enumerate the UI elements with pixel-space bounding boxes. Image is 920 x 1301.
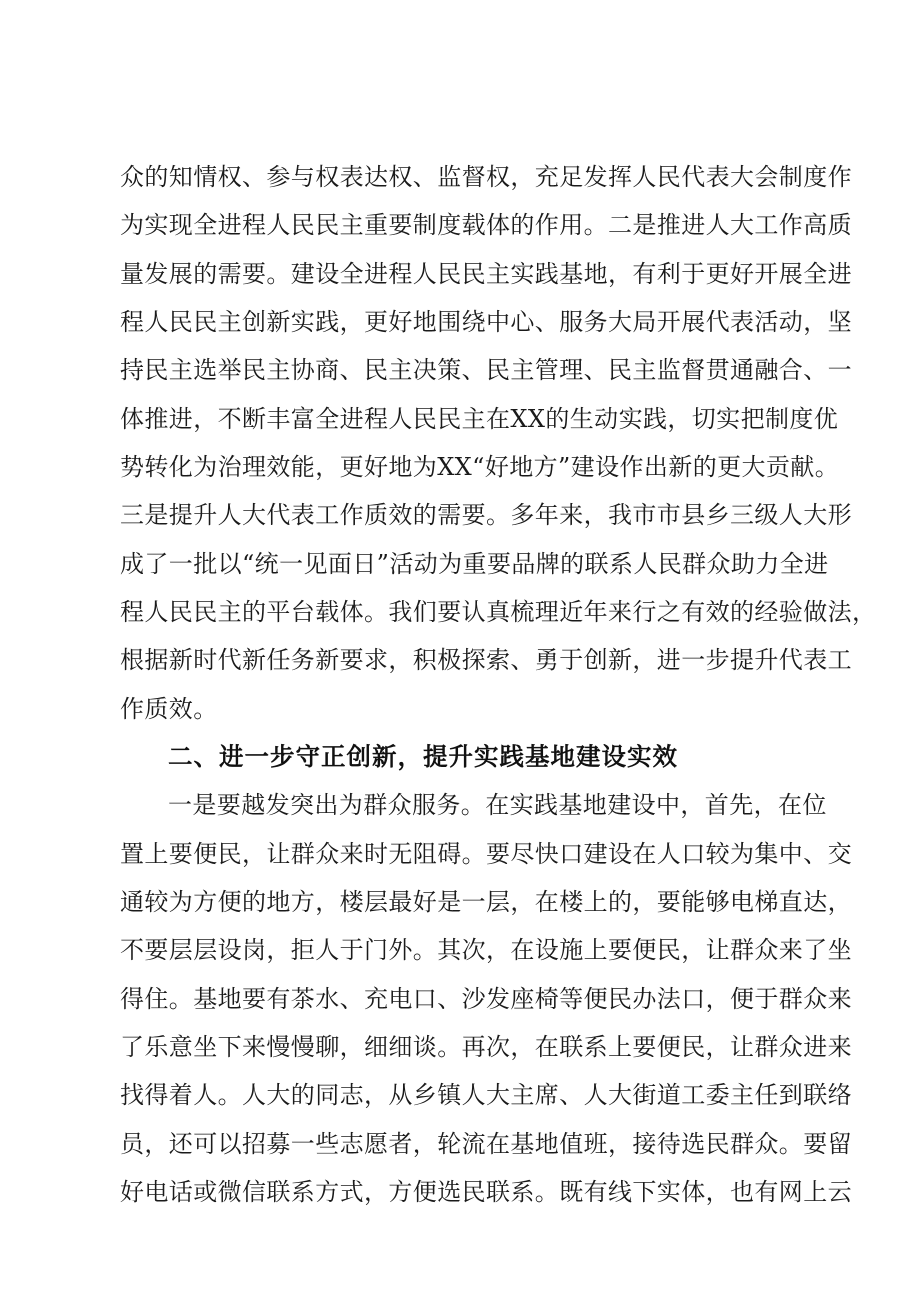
paragraph-line: 程人民民主的平台载体。我们要认真梳理近年来行之有效的经验做法， — [120, 598, 877, 626]
paragraph-line: 持民主选举民主协商、民主决策、民主管理、民主监督贯通融合、一 — [120, 356, 852, 384]
paragraph-line: 为实现全进程人民民主重要制度载体的作用。二是推进人大工作高质 — [120, 211, 852, 239]
paragraph-line: 通较为方便的地方，楼层最好是一层，在楼上的，要能够电梯直达， — [120, 888, 852, 916]
paragraph-line: 作质效。 — [120, 695, 218, 723]
paragraph-line: 了乐意坐下来慢慢聊，细细谈。再次，在联系上要便民，让群众进来 — [120, 1033, 852, 1061]
paragraph-line: 找得着人。人大的同志，从乡镇人大主席、人大街道工委主任到联络 — [120, 1081, 852, 1109]
paragraph-line: 三是提升人大代表工作质效的需要。多年来，我市市县乡三级人大形 — [120, 501, 852, 529]
section-heading: 二、进一步守正创新，提升实践基地建设实效 — [168, 742, 678, 771]
paragraph-line: 不要层层设岗，拒人于门外。其次，在设施上要便民，让群众来了坐 — [120, 936, 852, 964]
paragraph-line: 势转化为治理效能，更好地为XX“好地方”建设作出新的更大贡献。 — [120, 453, 840, 481]
paragraph-line: 员，还可以招募一些志愿者，轮流在基地值班，接待选民群众。要留 — [120, 1130, 852, 1158]
paragraph-line: 程人民民主创新实践，更好地围绕中心、服务大局开展代表活动，坚 — [120, 308, 852, 336]
paragraph-line: 根据新时代新任务新要求，积极探索、勇于创新，进一步提升代表工 — [120, 646, 852, 674]
paragraph-line: 一是要越发突出为群众服务。在实践基地建设中，首先，在位 — [168, 791, 827, 819]
paragraph-line: 得住。基地要有茶水、充电口、沙发座椅等便民办法口，便于群众来 — [120, 985, 852, 1013]
paragraph-line: 体推进，不断丰富全进程人民民主在XX的生动实践，切实把制度优 — [120, 405, 839, 433]
paragraph-line: 成了一批以“统一见面日”活动为重要品牌的联系人民群众助力全进 — [120, 550, 829, 578]
paragraph-line: 好电话或微信联系方式，方便选民联系。既有线下实体，也有网上云 — [120, 1178, 852, 1206]
paragraph-line: 量发展的需要。建设全进程人民民主实践基地，有利于更好开展全进 — [120, 260, 852, 288]
paragraph-line: 众的知情权、参与权表达权、监督权，充足发挥人民代表大会制度作 — [120, 163, 852, 191]
paragraph-line: 置上要便民，让群众来时无阻碍。要尽快口建设在人口较为集中、交 — [120, 840, 852, 868]
